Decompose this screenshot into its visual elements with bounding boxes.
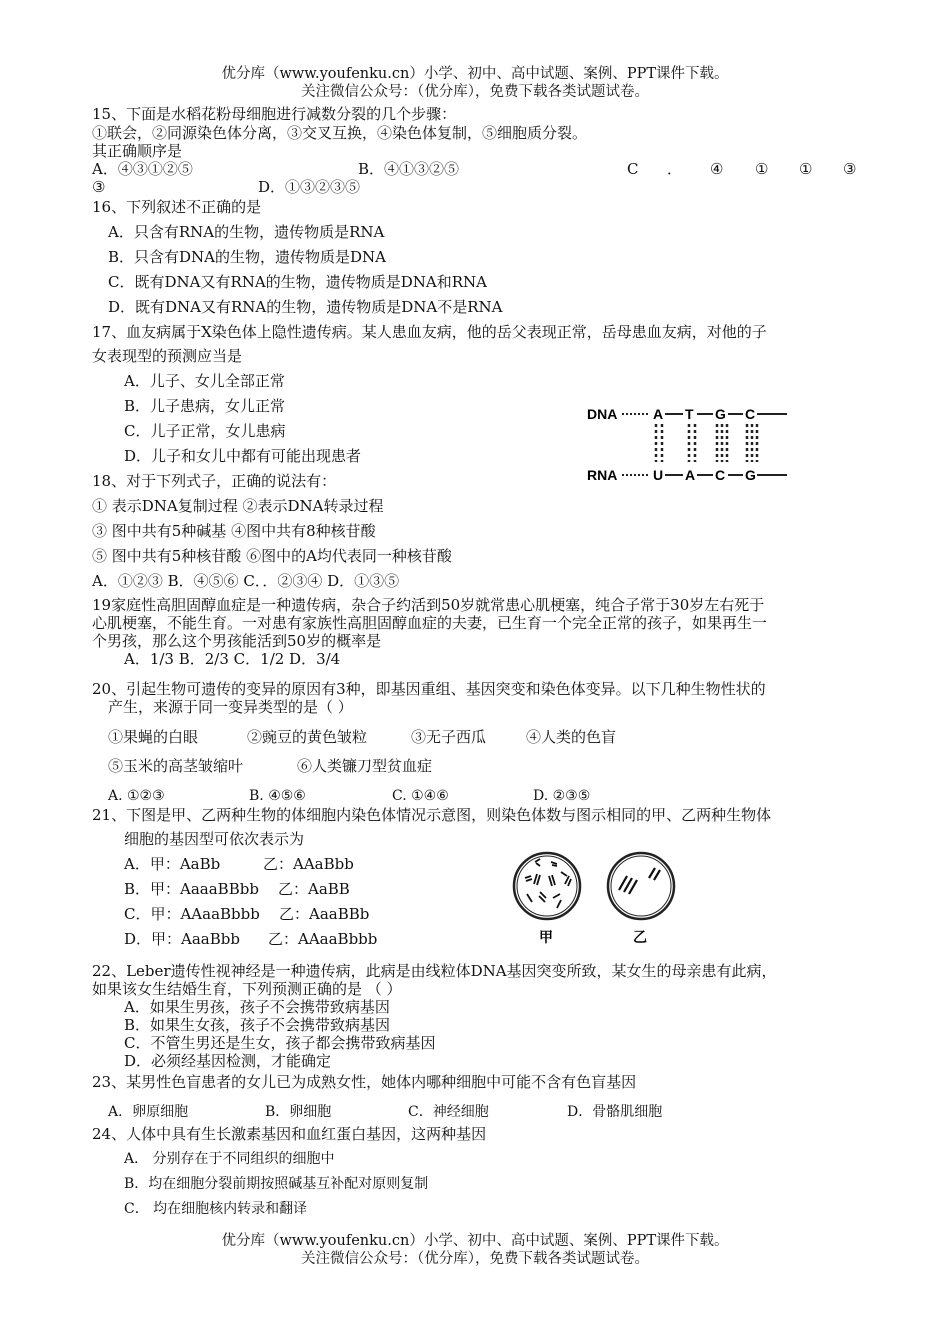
cell-jia-label: 甲: [539, 929, 553, 945]
q15-option-c-5: ③: [92, 178, 106, 196]
q20-option-c: C. ①④⑥: [392, 788, 449, 804]
q20-item-4: ④人类的色盲: [526, 728, 617, 746]
q15-stem: 15、下面是水稻花粉母细胞进行减数分裂的几个步骤：: [92, 105, 457, 123]
cell-yi: [608, 853, 674, 919]
q20-option-d: D. ②③⑤: [533, 788, 591, 804]
q15-option-c-2: ①: [755, 160, 769, 178]
q15-option-d: D．①③②③⑤: [258, 178, 361, 196]
cell-jia: [514, 853, 580, 919]
footer-line-1: 优分库（www.youfenku.cn）小学、初中、高中试题、案例、PPT课件下载。: [221, 1233, 729, 1249]
q16-option-b: B．只含有DNA的生物，遗传物质是DNA: [108, 248, 386, 266]
q20-items-row-2: [0, 757, 950, 775]
dna-base-1: A: [653, 406, 664, 422]
q18-options: A．①②③ B．④⑤⑥ C．．②③④ D．①③⑤: [92, 572, 400, 590]
q21-option-d-jia: D．甲：AaaBbb: [124, 930, 240, 948]
q15-option-c-dot: ．: [667, 160, 683, 178]
footer-line-2: 关注微信公众号：（优分库），免费下载各类试题试卷。: [301, 1251, 649, 1267]
q21-stem-2: 细胞的基因型可依次表示为: [124, 830, 305, 848]
q20-stem-1: 20、引起生物可遗传的变异的原因有3种，即基因重组、基因突变和染色体变异。以下几种生物性状的: [92, 680, 766, 698]
q19-stem-2: 心肌梗塞，不能生育。一对患有家族性高胆固醇血症的夫妻，已生育一个完全正常的孩子，如果再生一: [92, 614, 768, 632]
rna-base-4: G: [745, 467, 756, 483]
q17-option-a: A．儿子、女儿全部正常: [124, 372, 285, 390]
q22-option-b: B．如果生女孩，孩子不会携带致病基因: [124, 1016, 391, 1034]
q15-ask: 其正确顺序是: [92, 142, 183, 160]
q19-stem-1: 19家庭性高胆固醇血症是一种遗传病，杂合子约活到50岁就常患心肌梗塞，纯合子常于30岁左右死于: [92, 596, 765, 614]
q22-stem-2: 如果该女生结婚生育，下列预测正确的是 （ ）: [92, 980, 402, 998]
rna-base-3: C: [715, 467, 726, 483]
q15-option-c-letter: C: [627, 160, 639, 178]
q22-option-c: C．不管生男还是生女，孩子都会携带致病基因: [124, 1034, 436, 1052]
q21-stem-1: 21、下图是甲、乙两种生物的体细胞内染色体情况示意图，则染色体数与图示相同的甲、乙两种生物体: [92, 806, 772, 824]
q15-option-c-3: ①: [799, 160, 813, 178]
q15-option-b: B．④①③②⑤: [358, 160, 460, 178]
q15-steps: ①联会，②同源染色体分离，③交叉互换，④染色体复制，⑤细胞质分裂。: [92, 124, 588, 142]
q24-option-c: C． 均在细胞核内转录和翻译: [124, 1201, 308, 1217]
q21-option-a: [0, 855, 500, 873]
rna-base-2: A: [685, 467, 696, 483]
q17-stem-2: 女表现型的预测应当是: [92, 347, 243, 365]
q21-option-a-yi: 乙：AAaBbb: [263, 855, 354, 873]
q16-option-d: D．既有DNA又有RNA的生物，遗传物质是DNA不是RNA: [108, 298, 503, 316]
cell-yi-label: 乙: [633, 929, 647, 945]
q22-option-a: A．如果生男孩，孩子不会携带致病基因: [124, 998, 390, 1016]
q18-stem: 18、对于下列式子，正确的说法有：: [92, 472, 337, 490]
q23-option-b: B．卵细胞: [265, 1104, 332, 1120]
q24-option-b: B．均在细胞分裂前期按照碱基互补配对原则复制: [124, 1176, 429, 1192]
q21-option-b-jia: B．甲：AaaaBBbb: [124, 880, 259, 898]
q19-stem-3: 个男孩，那么这个男孩能活到50岁的概率是: [92, 632, 382, 650]
q23-stem: 23、某男性色盲患者的女儿已为成熟女性，她体内哪种细胞中可能不含有色盲基因: [92, 1073, 637, 1091]
q18-row-1: ① 表示DNA复制过程 ②表示DNA转录过程: [92, 497, 384, 515]
q20-option-a: A. ①②③: [108, 788, 165, 804]
q22-option-d: D．必须经基因检测，才能确定: [124, 1052, 332, 1070]
q17-option-b: B．儿子患病，女儿正常: [124, 397, 286, 415]
rna-base-1: U: [653, 467, 664, 483]
q15-option-c-4: ③: [843, 160, 857, 178]
q21-option-c: [0, 905, 500, 923]
q16-option-c: C．既有DNA又有RNA的生物，遗传物质是DNA和RNA: [108, 273, 487, 291]
header-line-1: 优分库（www.youfenku.cn）小学、初中、高中试题、案例、PPT课件下载。: [221, 66, 729, 82]
q18-row-3: ⑤ 图中共有5种核苷酸 ⑥图中的A均代表同一种核苷酸: [92, 547, 452, 565]
q23-options: [0, 1103, 950, 1121]
q15-option-a: A．④③①②⑤: [92, 160, 193, 178]
q20-item-6: ⑥人类镰刀型贫血症: [297, 757, 433, 775]
q16-option-a: A．只含有RNA的生物，遗传物质是RNA: [108, 223, 385, 241]
q23-option-c: C．神经细胞: [408, 1104, 489, 1120]
q20-stem-2: 产生，来源于同一变异类型的是（ ）: [108, 698, 353, 716]
q20-option-b: B. ④⑤⑥: [249, 788, 306, 804]
dna-label: DNA: [587, 406, 618, 422]
q20-item-1: ①果蝇的白眼: [108, 728, 199, 746]
q21-option-c-yi: 乙：AaaBBb: [279, 905, 370, 923]
q23-option-d: D．骨骼肌细胞: [567, 1104, 663, 1120]
q24-option-a: A． 分别存在于不同组织的细胞中: [124, 1151, 335, 1167]
dna-base-3: G: [715, 406, 726, 422]
q21-option-d: [0, 930, 500, 948]
q20-item-5: ⑤玉米的高茎皱缩叶: [108, 757, 244, 775]
q24-stem: 24、人体中具有生长激素基因和血红蛋白基因，这两种基因: [92, 1125, 487, 1143]
q22-stem-1: 22、Leber遗传性视神经是一种遗传病，此病是由线粒体DNA基因突变所致，某女生的母亲患有此病，: [92, 962, 777, 980]
rna-label: RNA: [587, 467, 618, 483]
q19-options: A．1/3 B．2/3 C．1/2 D．3/4: [124, 650, 341, 668]
q20-item-3: ③无子西瓜: [411, 728, 487, 746]
q20-item-2: ②豌豆的黄色皱粒: [247, 728, 368, 746]
dna-rna-figure: [585, 398, 795, 490]
dna-base-2: T: [685, 406, 694, 422]
header-line-2: 关注微信公众号：（优分库），免费下载各类试题试卷。: [301, 84, 649, 100]
q23-option-a: A．卵原细胞: [108, 1104, 189, 1120]
q20-options: [0, 787, 950, 805]
q20-items-row-1: [0, 728, 950, 746]
q21-option-b: [0, 880, 500, 898]
q21-option-d-yi: 乙：AAaaBbbb: [268, 930, 378, 948]
q21-option-a-jia: A．甲：AaBb: [124, 855, 221, 873]
q15-options-row-2: [0, 178, 950, 196]
q16-stem: 16、下列叙述不正确的是: [92, 198, 262, 216]
dna-base-4: C: [745, 406, 756, 422]
q17-option-c: C．儿子正常，女儿患病: [124, 422, 286, 440]
q18-row-2: ③ 图中共有5种碱基 ④图中共有8种核苷酸: [92, 522, 376, 540]
q21-option-c-jia: C．甲：AAaaBbbb: [124, 905, 260, 923]
q17-stem-1: 17、血友病属于X染色体上隐性遗传病。某人患血友病，他的岳父表现正常，岳母患血友病，对他的子: [92, 323, 767, 341]
q15-options-row: [0, 160, 950, 178]
q17-option-d: D．儿子和女儿中都有可能出现患者: [124, 447, 362, 465]
q15-option-c-1: ④: [710, 160, 724, 178]
q21-option-b-yi: 乙：AaBB: [278, 880, 350, 898]
chromosome-cells-figure: [505, 848, 685, 948]
